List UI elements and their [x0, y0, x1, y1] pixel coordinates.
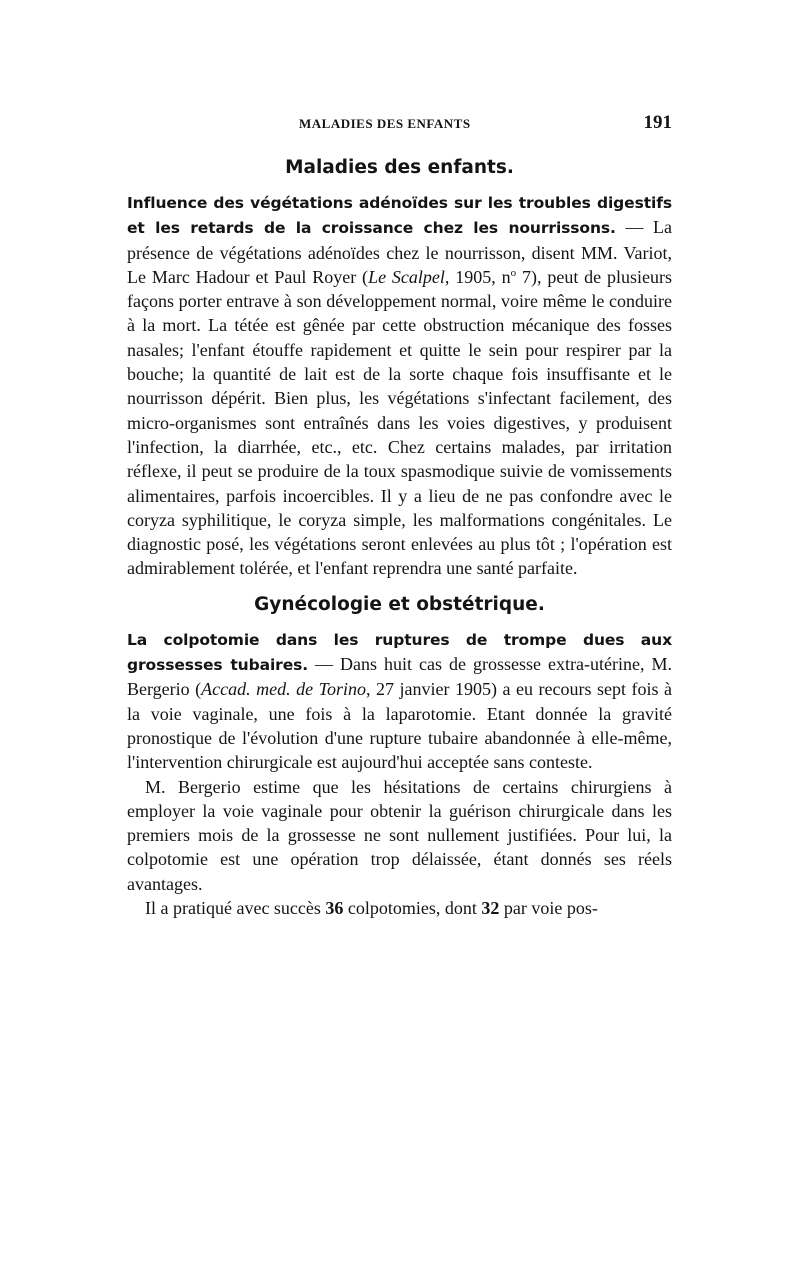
paragraph-text: , 1905, n	[444, 266, 511, 287]
paragraph-text: Il a pratiqué avec succès	[145, 898, 326, 919]
superscript: o	[510, 266, 517, 279]
running-title: MALADIES DES ENFANTS	[299, 116, 471, 131]
section-pediatrics	[127, 156, 672, 581]
book-page	[127, 112, 672, 920]
paragraph-text: colpotomies, dont	[343, 898, 482, 919]
article-lead-title: Influence des végétations adénoïdes sur les troubles digestifs et les retards de la croissance chez les nourrissons.	[127, 194, 672, 238]
paragraph: M. Bergerio estime que les hésitations de certains chirurgiens à employer la voie vaginale pour obtenir la guérison chirurgicale dans les premiers mois de la grossesse ne sont nullement justifiées. Pour lui, la colpotomie est une opération trop délaissée, étant donnés ses réels avantages.	[127, 776, 672, 894]
section-heading: Maladies des enfants.	[285, 157, 514, 178]
paragraph-text: , 27 janvier 1905) a eu recours sept fois à la voie vaginale, une fois à la laparotomie. Etant donnée la gravité pronostique de l'évolution d'une rupture tubaire abandonnée à elle-même, l'intervention chirurgicale est aujourd'hui acceptée sans conteste.	[127, 679, 672, 773]
section-gynecology	[127, 593, 672, 921]
count-number: 36	[325, 898, 344, 919]
paragraph-text: par voie pos-	[499, 898, 598, 919]
running-header	[127, 112, 672, 138]
paragraph-text: 7), peut de plusieurs façons porter entrave à son développement normal, voire même le conduire à la mort. La tétée est gênée par cette obstruction mécanique des fosses nasales; l'enfant étouffe rapidement et quitte le sein pour respirer par la bouche; la quantité de lait est de la sorte chaque fois insuffisante et le nourrisson dépérit. Bien plus, les végétations s'infectant facilement, des micro-organismes sont entraînés dans les voies digestives, y produisent l'infection, la diarrhée, etc., etc. Chez certains malades, par irritation réflexe, il peut se produire de la toux spasmodique suivie de vomissements alimentaires, parfois incoercibles. Il y a lieu de ne pas confondre avec le coryza syphilitique, le coryza simple, les malformations congénitales. Le diagnostic posé, les végétations seront enlevées au plus tôt ; l'opération est admirablement tolérée, et l'enfant reprendra une santé parfaite.	[127, 266, 673, 579]
count-number: 32	[481, 898, 500, 919]
journal-citation: Le Scalpel	[368, 266, 445, 287]
paragraph	[127, 627, 672, 775]
page-number: 191	[643, 112, 672, 133]
paragraph-text: — La présence de végétations adénoïdes chez le nourrisson, disent MM. Variot, Le Marc Hadour et Paul Royer (	[127, 217, 673, 287]
journal-citation: Accad. med. de Torino	[201, 679, 366, 700]
paragraph	[127, 896, 672, 920]
paragraph	[127, 190, 672, 581]
article-lead-title: La colpotomie dans les ruptures de trompe dues aux grossesses tubaires.	[127, 630, 672, 675]
section-heading: Gynécologie et obstétrique.	[254, 593, 545, 615]
paragraph-text: — Dans huit cas de grossesse extra-utérine, M. Bergerio (	[127, 654, 672, 700]
